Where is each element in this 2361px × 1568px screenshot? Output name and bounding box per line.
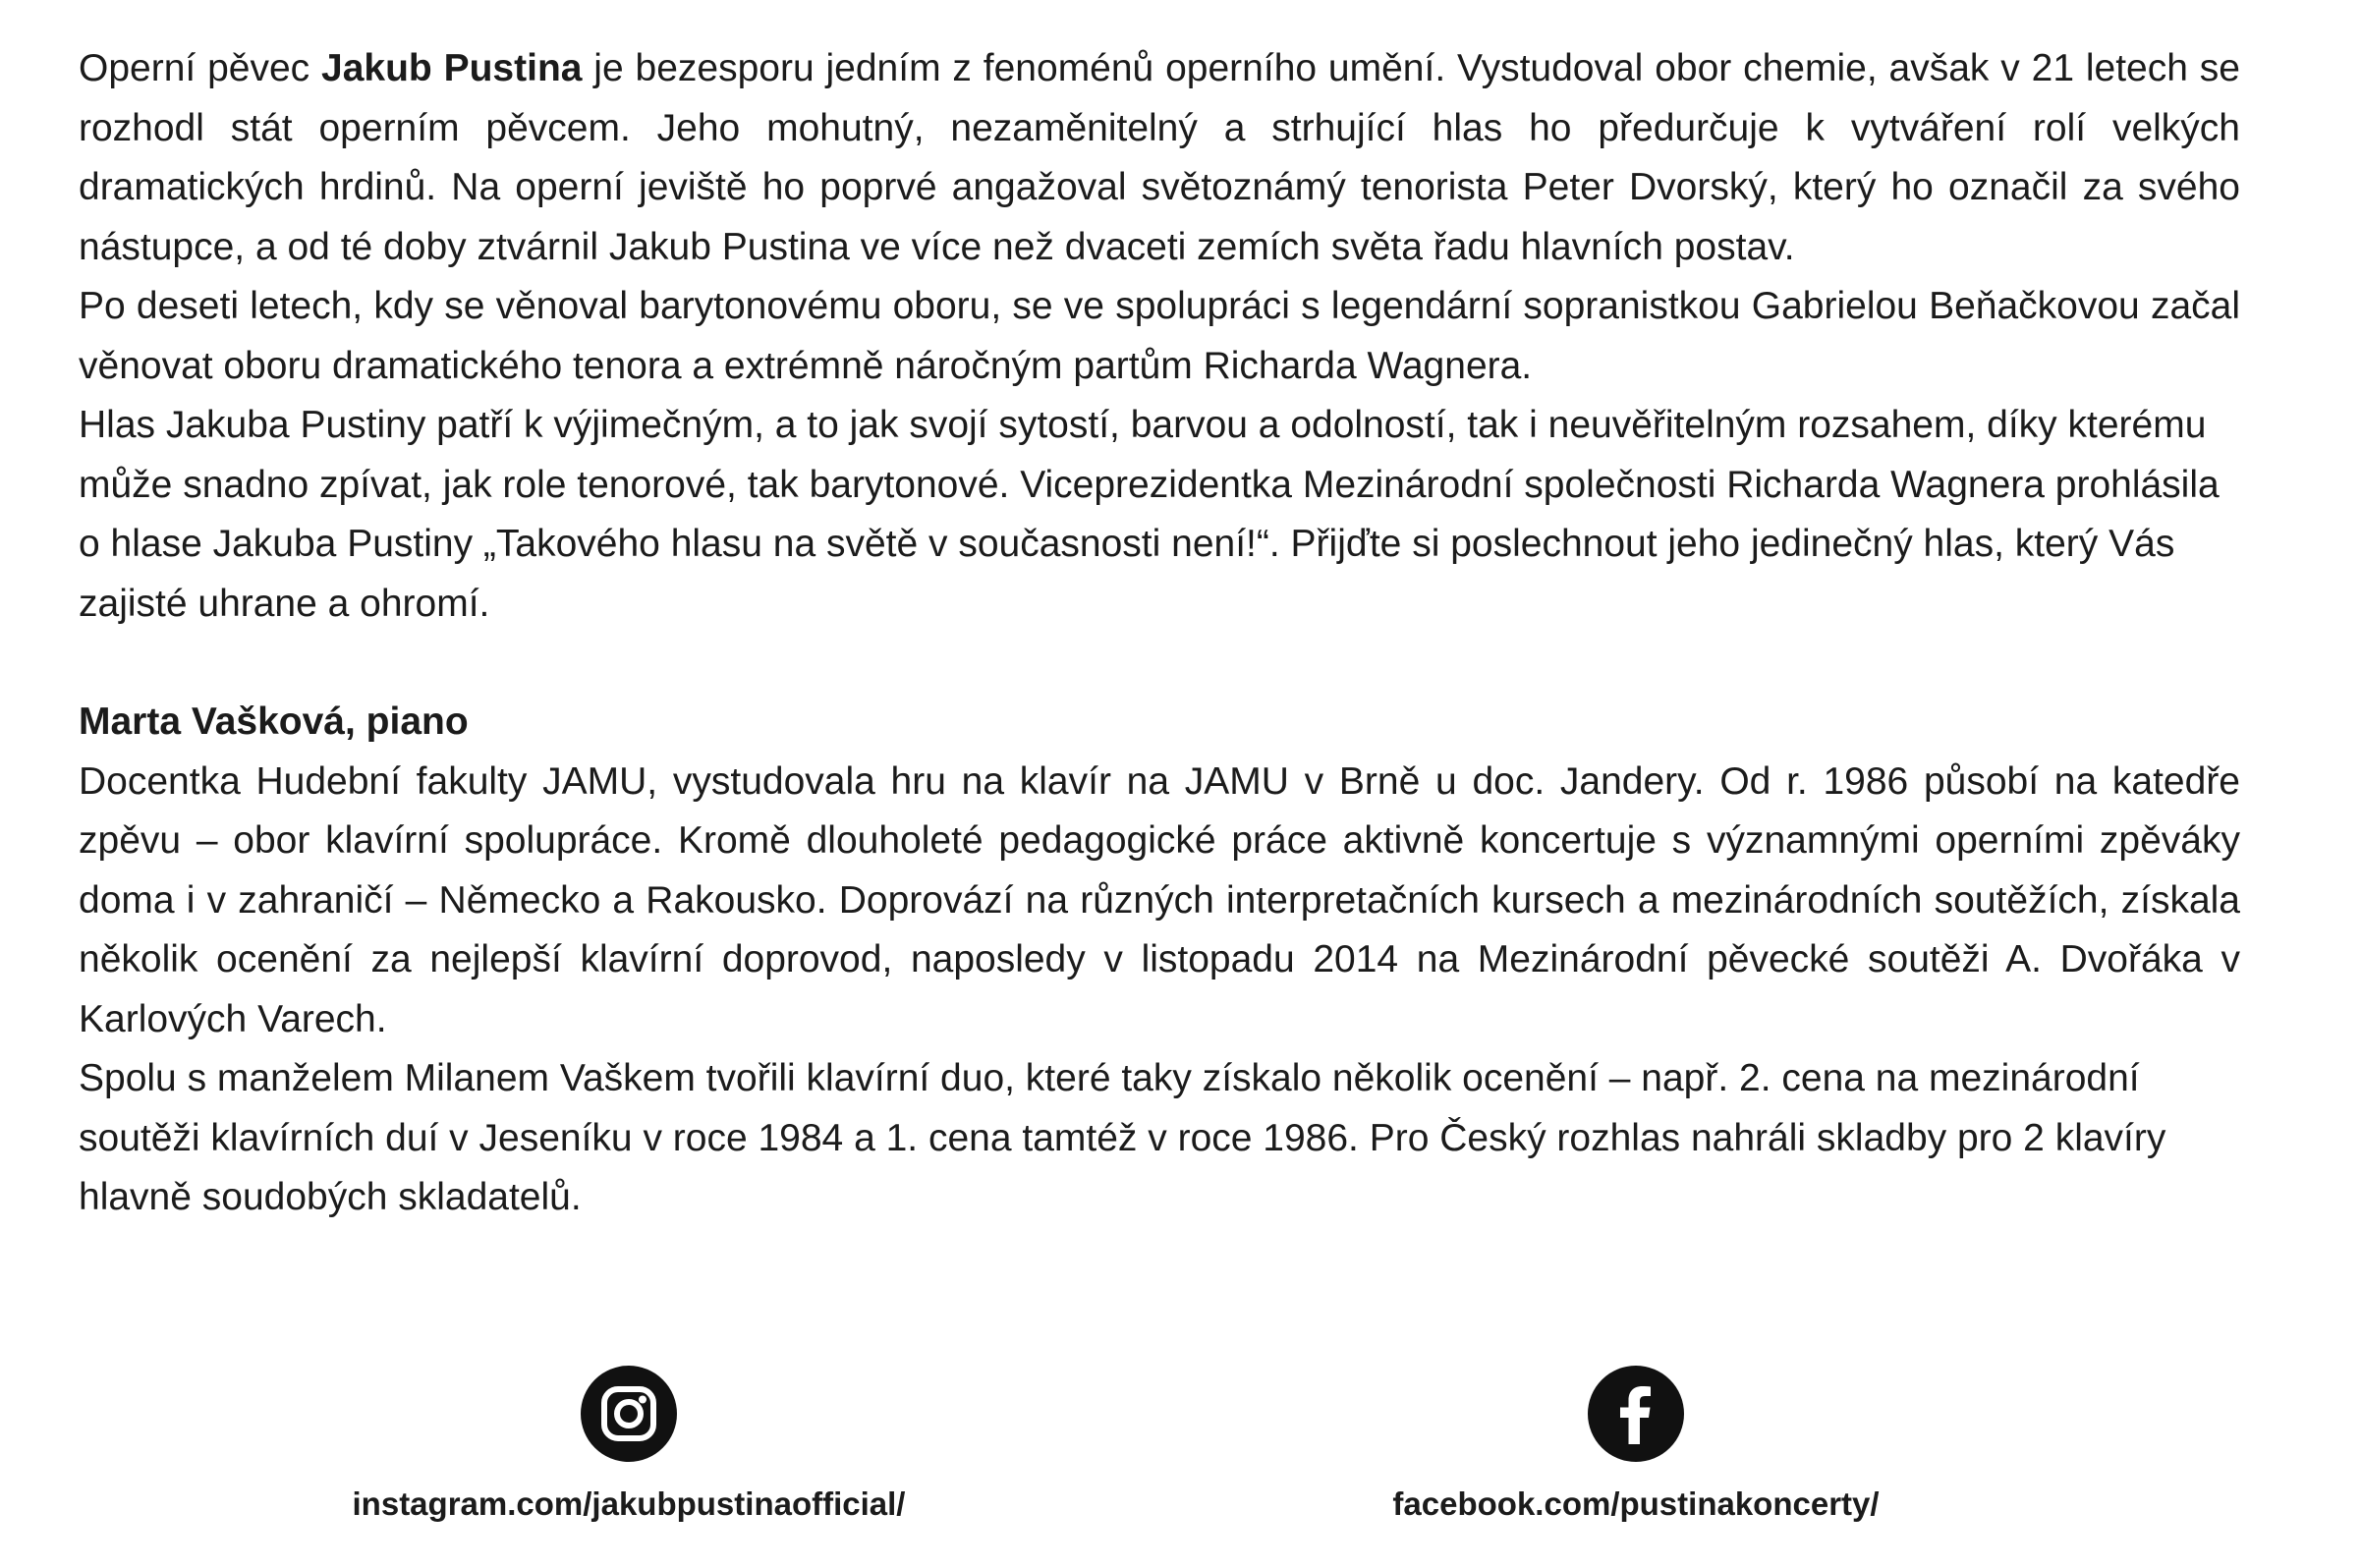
instagram-link[interactable]: instagram.com/jakubpustinaofficial/ xyxy=(352,1485,906,1522)
section-spacer xyxy=(79,634,2240,693)
facebook-block xyxy=(1292,1366,1980,1523)
pianist-heading: Marta Vašková, piano xyxy=(79,700,469,743)
instagram-icon[interactable] xyxy=(581,1366,677,1462)
instagram-block xyxy=(285,1366,973,1523)
bio-jakub-paragraph-1 xyxy=(79,39,2240,277)
bio-jakub-intro-rest: je bezesporu jedním z fenoménů operního umění. Vystudoval obor chemie, avšak v 21 letech se rozhodl stát operním pěvcem. Jeho mohutný, nezaměnitelný a strhující hlas ho předurčuje k vytváření rolí velkých dramatických hrdinů. Na operní jeviště ho poprvé angažoval světoznámý tenorista Peter Dvorský, který ho označil za svého nástupce, a od té doby ztvárnil Jakub Pustina ve více než dvaceti zemích světa řadu hlavních postav. xyxy=(79,47,2240,268)
bio-marta-paragraph-1: Docentka Hudební fakulty JAMU, vystudovala hru na klavír na JAMU v Brně u doc. Jandery. Od r. 1986 působí na katedře zpěvu – obor klavírní spolupráce. Kromě dlouholeté pedagogické práce aktivně koncertuje s významnými operními zpěváky doma i v zahraničí – Německo a Rakousko. Doprovází na různých interpretačních kursech a mezinárodních soutěžích, získala několik ocenění za nejlepší klavírní doprovod, naposledy v listopadu 2014 na Mezinárodní pěvecké soutěži A. Dvořáka v Karlových Varech. xyxy=(79,759,2240,1040)
bio-jakub-paragraph-3: Hlas Jakuba Pustiny patří k výjimečným, a to jak svojí sytostí, barvou a odolností, tak i neuvěřitelným rozsahem, díky kterému může snadno zpívat, jak role tenorové, tak barytonové. Viceprezidentka Mezinárodní společnosti Richarda Wagnera prohlásila o hlase Jakuba Pustiny „Takového hlasu na světě v současnosti není!“. Přijďte si poslechnout jeho jedinečný hlas, který Vás zajisté uhrane a ohromí. xyxy=(79,404,2220,625)
facebook-icon[interactable] xyxy=(1588,1366,1684,1462)
bio-marta-paragraph-2: Spolu s manželem Milanem Vaškem tvořili klavírní duo, které taky získalo několik ocenění – např. 2. cena na mezinárodní soutěži klavírních duí v Jeseníku v roce 1984 a 1. cena tamtéž v roce 1986. Pro Český rozhlas nahráli skladby pro 2 klavíry hlavně soudobých skladatelů. xyxy=(79,1057,2166,1218)
facebook-link[interactable]: facebook.com/pustinakoncerty/ xyxy=(1392,1485,1880,1522)
bio-jakub-intro-start: Operní pěvec xyxy=(79,47,322,89)
bio-jakub-paragraph-2: Po deseti letech, kdy se věnoval barytonovému oboru, se ve spolupráci s legendární sopranistkou Gabrielou Beňačkovou začal věnovat oboru dramatického tenora a extrémně náročným partům Richarda Wagnera. xyxy=(79,285,2240,387)
document-body xyxy=(79,39,2240,1228)
singer-name: Jakub Pustina xyxy=(321,47,583,89)
